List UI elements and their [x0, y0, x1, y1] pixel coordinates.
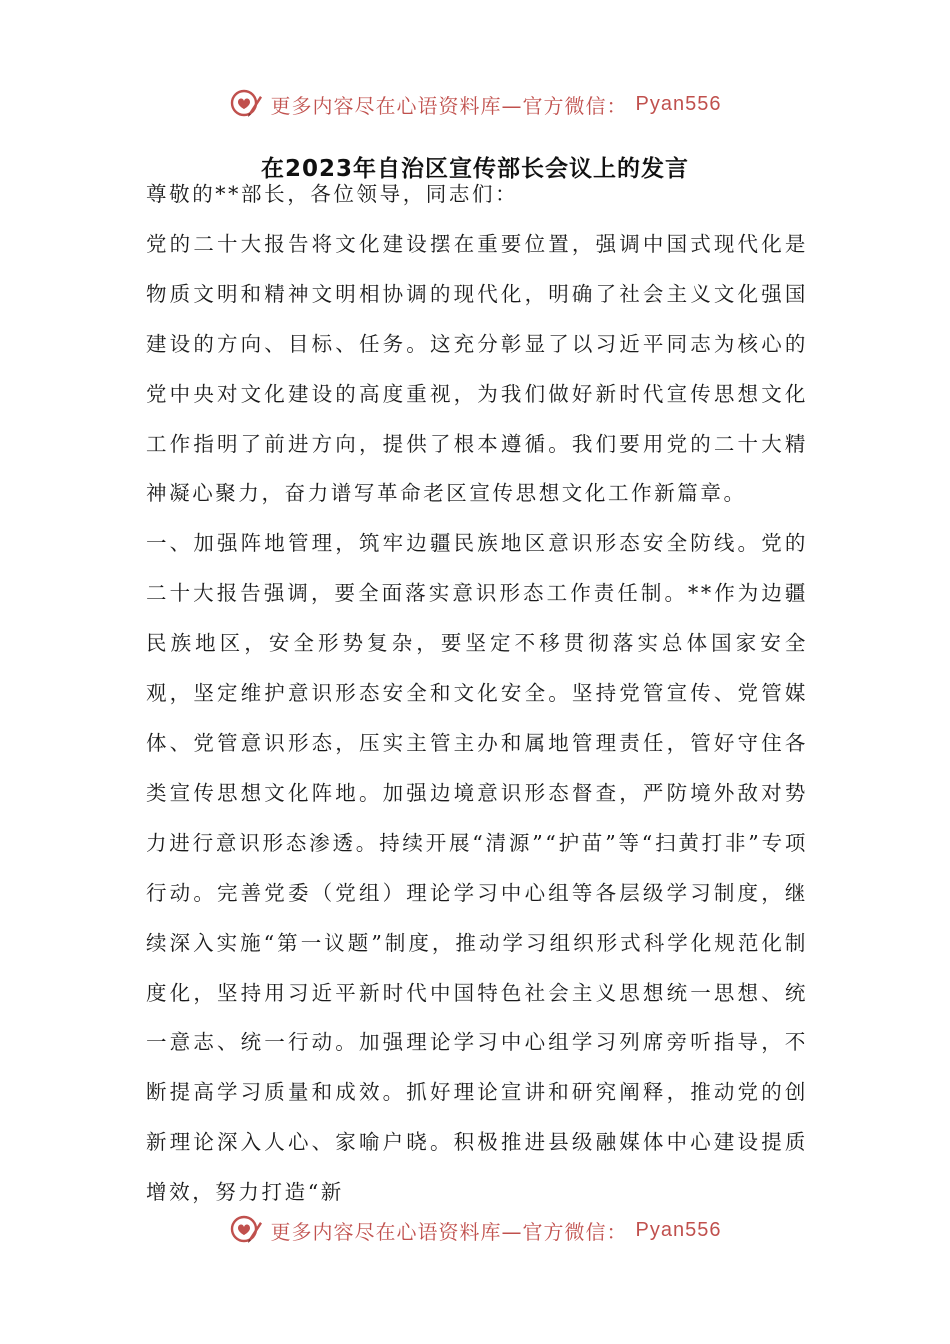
salutation: 尊敬的**部长，各位领导，同志们：	[146, 182, 519, 206]
watermark-banner-top	[0, 86, 950, 122]
paragraph: 一、加强阵地管理，筑牢边疆民族地区意识形态安全防线。党的二十大报告强调，要全面落实意识形态工作责任制。**作为边疆民族地区，安全形势复杂，要坚定不移贯彻落实总体国家安全观，坚定维护意识形态安全和文化安全。坚持党管宣传、党管媒体、党管意识形态，压实主管主办和属地管理责任，管好守住各类宣传思想文化阵地。加强边境意识形态督查，严防境外敌对势力进行意识形态渗透。持续开展“清源”“护苗”等“扫黄打非”专项行动。完善党委（党组）理论学习中心组等各层级学习制度，继续深入实施“第一议题”制度，推动学习组织形式科学化规范化制度化，坚持用习近平新时代中国特色社会主义思想统一思想、统一意志、统一行动。加强理论学习中心组学习列席旁听指导，不断提高学习质量和成效。抓好理论宣讲和研究阐释，推动党的创新理论深入人心、家喻户晓。积极推进县级融媒体中心建设提质增效，努力打造“新	[146, 531, 808, 1205]
watermark-text: 更多内容尽在心语资料库—官方微信：	[270, 93, 628, 118]
watermark-wechat-id: Pyan556	[635, 92, 722, 115]
document-title: 在2023年自治区宣传部长会议上的发言	[260, 156, 689, 182]
pen-heart-logo-icon	[229, 1213, 263, 1247]
paragraph: 党的二十大报告将文化建设摆在重要位置，强调中国式现代化是物质文明和精神文明相协调的现代化，明确了社会主义文化强国建设的方向、目标、任务。这充分彰显了以习近平同志为核心的党中央对文化建设的高度重视，为我们做好新时代宣传思想文化工作指明了前进方向，提供了根本遵循。我们要用党的二十大精神凝心聚力，奋力谱写革命老区宣传思想文化工作新篇章。	[146, 231, 808, 506]
watermark-text: 更多内容尽在心语资料库—官方微信：	[270, 1219, 628, 1244]
watermark-wechat-id: Pyan556	[635, 1218, 722, 1241]
document-body	[146, 170, 808, 1218]
watermark-banner-bottom	[0, 1212, 950, 1248]
pen-heart-logo-icon	[229, 87, 263, 121]
